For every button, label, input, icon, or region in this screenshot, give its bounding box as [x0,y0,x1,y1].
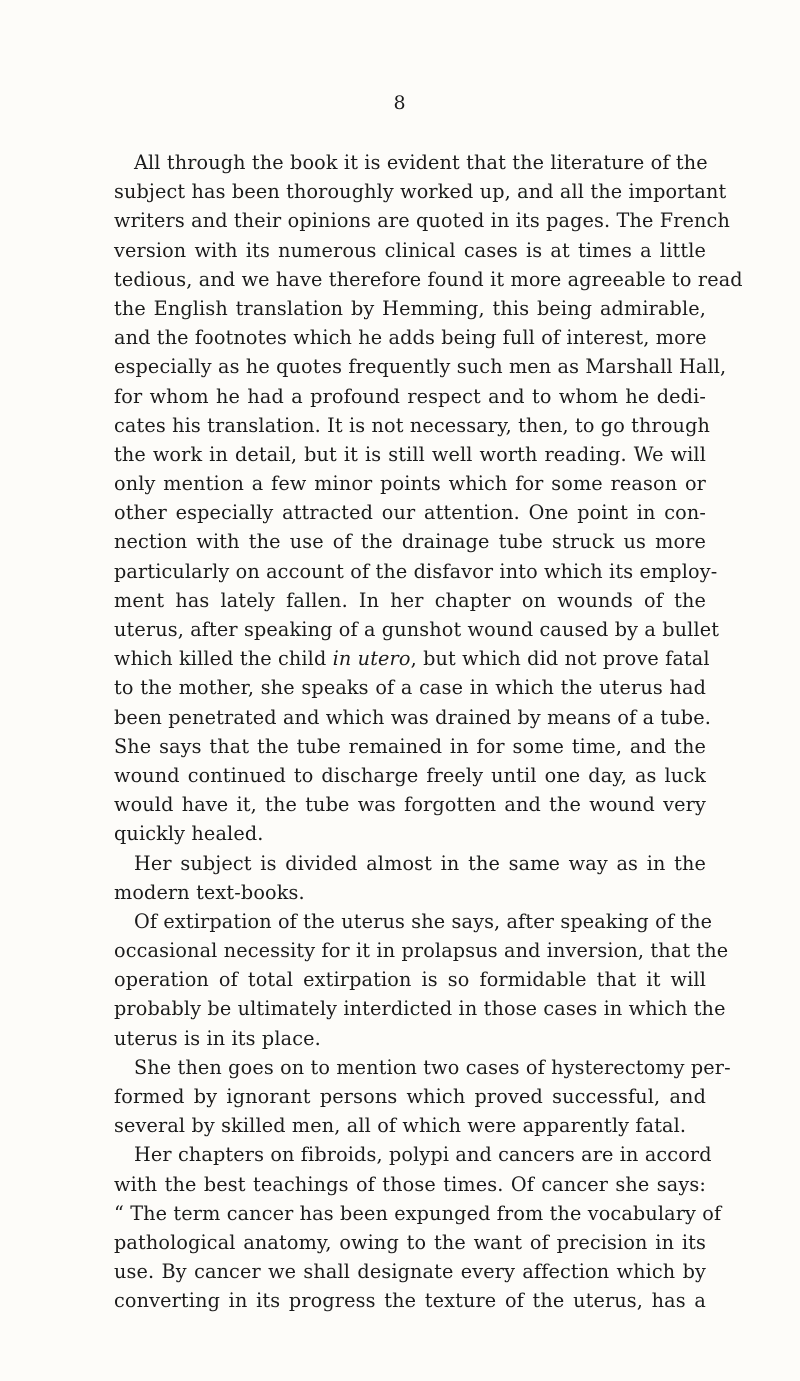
text-line: converting in its progress the texture of the uterus, has a [114,1289,706,1313]
text-line: use. By cancer we shall designate every affection which by [114,1260,706,1284]
text-line: She then goes on to mention two cases of hysterectomy per- [134,1055,731,1079]
body-text [114,148,743,1316]
page-number: 8 [393,92,407,114]
text-line: particularly on account of the disfavor into which its employ- [114,559,718,583]
text-line: the English translation by Hemming, this being admirable, [114,296,706,320]
text-line: tedious, and we have therefore found it more agreeable to read [114,267,743,291]
text-line: probably be ultimately interdicted in those cases in which the [114,997,726,1021]
text-line: ment has lately fallen. In her chapter on wounds of the [114,588,706,612]
text-line: All through the book it is evident that the literature of the [134,151,708,174]
text-line: Of extirpation of the uterus she says, after speaking of the [134,909,713,933]
text-line: cates his translation. It is not necessary, then, to go through [114,413,711,437]
text-line: She says that the tube remained in for some time, and the [114,734,706,758]
text-line: writers and their opinions are quoted in its pages. The French [114,209,730,233]
text-line [114,644,710,673]
text-line: Her chapters on fibroids, polypi and cancers are in accord [134,1143,712,1167]
text-line: nection with the use of the drainage tube struck us more [114,530,706,554]
text-line: uterus, after speaking of a gunshot wound caused by a bullet [114,618,720,641]
text-line: subject has been thoroughly worked up, and all the important [114,180,727,204]
text-line: the work in detail, but it is still well worth reading. We will [114,442,706,466]
text-line: especially as he quotes frequently such men as Marshall Hall, [114,355,727,379]
text-line: other especially attracted our attention. One point in con- [114,501,706,525]
text-line: operation of total extirpation is so formidable that it will [114,968,706,992]
text-line: to the mother, she speaks of a case in which the uterus had [114,676,706,700]
text-line: formed by ignorant persons which proved successful, and [114,1085,706,1108]
text-line: wound continued to discharge freely until one day, as luck [114,763,706,787]
text-line: been penetrated and which was drained by means of a tube. [114,705,711,729]
text-line: uterus is in its place. [114,1026,321,1050]
text-line: and the footnotes which he adds being full of interest, more [114,326,707,350]
text-line: only mention a few minor points which for some reason or [114,472,706,496]
italic-phrase: in utero [332,647,411,671]
text-line: version with its numerous clinical cases is at times a little [114,238,706,262]
text-line: modern text-books. [114,880,305,904]
text-line: “ The term cancer has been expunged from the vocabulary of [114,1201,722,1225]
text-line: occasional necessity for it in prolapsus and inversion, that the [114,939,729,963]
text-line: Her subject is divided almost in the same way as in the [134,851,706,875]
text-line: would have it, the tube was forgotten and the wound very [114,793,706,817]
text-segment: , but which did not prove fatal [410,647,710,671]
text-line: quickly healed. [114,822,264,846]
text-line: pathological anatomy, owing to the want of precision in its [114,1230,706,1254]
text-line: with the best teachings of those times. Of cancer she says: [114,1172,706,1196]
text-line: several by skilled men, all of which were apparently fatal. [114,1114,687,1138]
text-segment: which killed the child [114,647,333,671]
text-line: for whom he had a profound respect and to whom he dedi- [114,384,706,408]
